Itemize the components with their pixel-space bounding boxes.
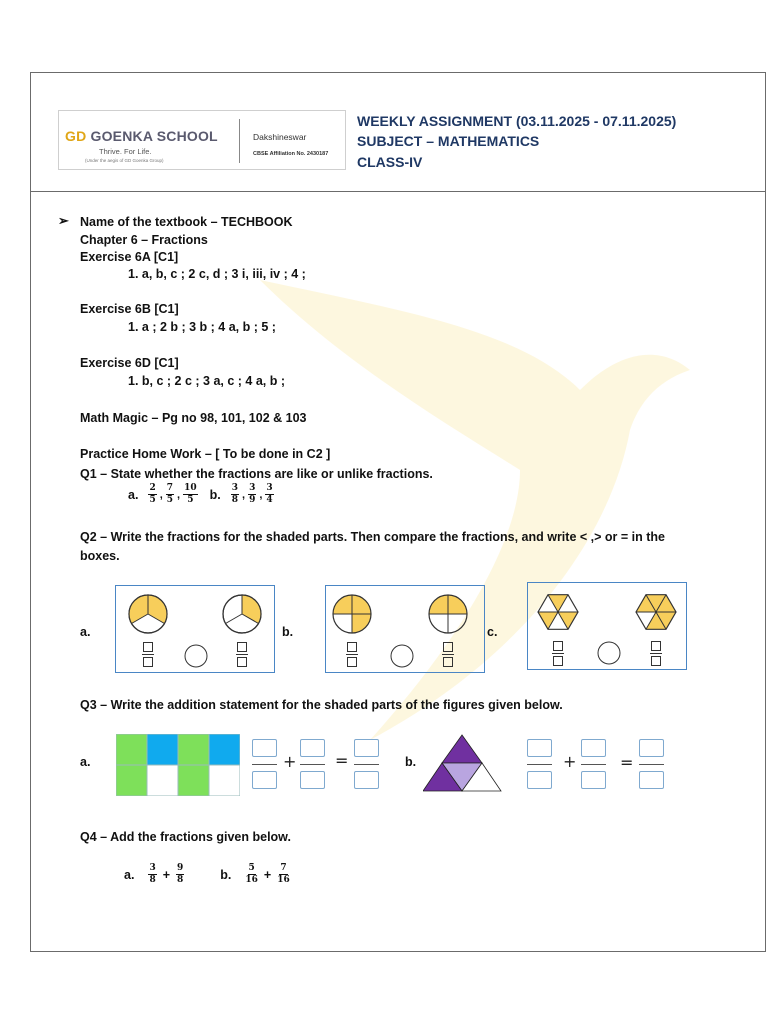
denominator-box[interactable] [553,656,563,666]
equals-sign: = [335,751,349,770]
q3a-numerator-box-2[interactable] [300,739,325,757]
q4-label-b: b. [220,867,232,882]
q4-fraction-row [124,864,290,885]
plus-sign: + [263,867,272,882]
numerator-box[interactable] [443,642,453,652]
math-magic-line: Math Magic – Pg no 98, 101, 102 & 103 [80,411,307,425]
textbook-name: Name of the textbook – TECHBOOK [80,215,293,229]
bullet-arrow-icon: ➢ [58,213,69,228]
denominator-box[interactable] [143,657,153,667]
q2-figure-b [325,585,485,673]
q3a-denominator-box-3[interactable] [354,771,379,789]
denominator-box[interactable] [443,657,453,667]
numerator-box[interactable] [143,642,153,652]
equals-sign: = [620,753,634,772]
exercise-6a-item: 1. a, b, c ; 2 c, d ; 3 i, iii, iv ; 4 ; [128,267,306,281]
exercise-6d-item: 1. b, c ; 2 c ; 3 a, c ; 4 a, b ; [128,374,286,388]
q4-label-a: a. [124,867,135,882]
numerator-box[interactable] [651,641,661,651]
logo-affiliation: CBSE Affiliation No. 2430187 [253,151,329,157]
numerator-box[interactable] [347,642,357,652]
denominator-box[interactable] [237,657,247,667]
q2-label-c: c. [487,625,498,639]
q3-text: Q3 – Write the addition statement for the shaded parts of the figures given below. [80,698,563,712]
logo-mark: GD [65,128,87,144]
q3b-denominator-box-1[interactable] [527,771,552,789]
q3b-numerator-box-2[interactable] [581,739,606,757]
q1-fraction-row [128,484,274,505]
plus-sign: + [162,867,171,882]
q3-triangle-figure [423,733,503,793]
fraction: $\frac{3}{4}$ [266,483,273,505]
q2-label-b: b. [282,625,294,639]
logo-subtext: (Under the aegis of GD Goenka Group) [85,158,164,163]
logo-wordmark [65,128,218,144]
q3-label-a: a. [80,755,91,769]
q3b-denominator-box-3[interactable] [639,771,664,789]
fraction: $\frac{10}{5}$ [184,483,197,505]
q2-figure-a [115,585,275,673]
q1-text: Q1 – State whether the fractions are like or unlike fractions. [80,467,433,481]
numerator-box[interactable] [237,642,247,652]
school-logo [58,110,346,170]
logo-tagline: Thrive. For Life. [99,147,152,156]
practice-homework-line: Practice Home Work – [ To be done in C2 ] [80,447,331,461]
class-title: CLASS-IV [357,154,423,170]
q3a-denominator-box-2[interactable] [300,771,325,789]
fraction: $\frac{2}{5}$ [149,483,156,505]
q4-text: Q4 – Add the fractions given below. [80,830,291,844]
fraction: $\frac{5}{16}$ [245,863,258,885]
comma: , [259,488,263,501]
q3b-numerator-box-3[interactable] [639,739,664,757]
q3b-denominator-box-2[interactable] [581,771,606,789]
q2-text-line1: Q2 – Write the fractions for the shaded parts. Then compare the fractions, and write < ,> or = in the [80,530,665,544]
q3b-numerator-box-1[interactable] [527,739,552,757]
logo-branch: Dakshineswar [253,132,307,142]
plus-sign: + [563,752,577,771]
subject-title: SUBJECT – MATHEMATICS [357,133,540,149]
exercise-6a-title: Exercise 6A [C1] [80,250,179,264]
q3a-numerator-box-1[interactable] [252,739,277,757]
logo-divider [239,119,240,163]
circle-thirds-figure [116,586,274,672]
fraction: $\frac{3}{9}$ [249,483,256,505]
plus-sign: + [283,752,297,771]
q1-label-b: b. [209,487,221,502]
q2-label-a: a. [80,625,91,639]
logo-name: GOENKA SCHOOL [90,128,218,144]
q3a-denominator-box-1[interactable] [252,771,277,789]
exercise-6b-title: Exercise 6B [C1] [80,302,179,316]
chapter-title: Chapter 6 – Fractions [80,233,208,247]
fraction: $\frac{7}{5}$ [166,483,174,505]
header-divider [30,191,766,192]
comma: , [159,488,163,501]
exercise-6b-item: 1. a ; 2 b ; 3 b ; 4 a, b ; 5 ; [128,320,276,334]
q1-label-a: a. [128,487,139,502]
fraction: $\frac{7}{16}$ [277,863,290,885]
denominator-box[interactable] [651,656,661,666]
comma: , [242,488,246,501]
comma: , [177,488,181,501]
q3a-numerator-box-3[interactable] [354,739,379,757]
fraction: $\frac{9}{8}$ [177,863,184,885]
numerator-box[interactable] [553,641,563,651]
q3-grid-figure [116,734,240,796]
bird-watermark-icon [220,240,700,760]
exercise-6d-title: Exercise 6D [C1] [80,356,179,370]
q2-figure-c [527,582,687,670]
fraction: $\frac{3}{8}$ [231,483,238,505]
assignment-title: WEEKLY ASSIGNMENT (03.11.2025 - 07.11.2025) [357,113,677,129]
q3-label-b: b. [405,755,417,769]
hexagon-sixths-figure [528,583,686,669]
q2-text-line2: boxes. [80,549,120,563]
denominator-box[interactable] [347,657,357,667]
fraction: $\frac{3}{8}$ [149,863,156,885]
